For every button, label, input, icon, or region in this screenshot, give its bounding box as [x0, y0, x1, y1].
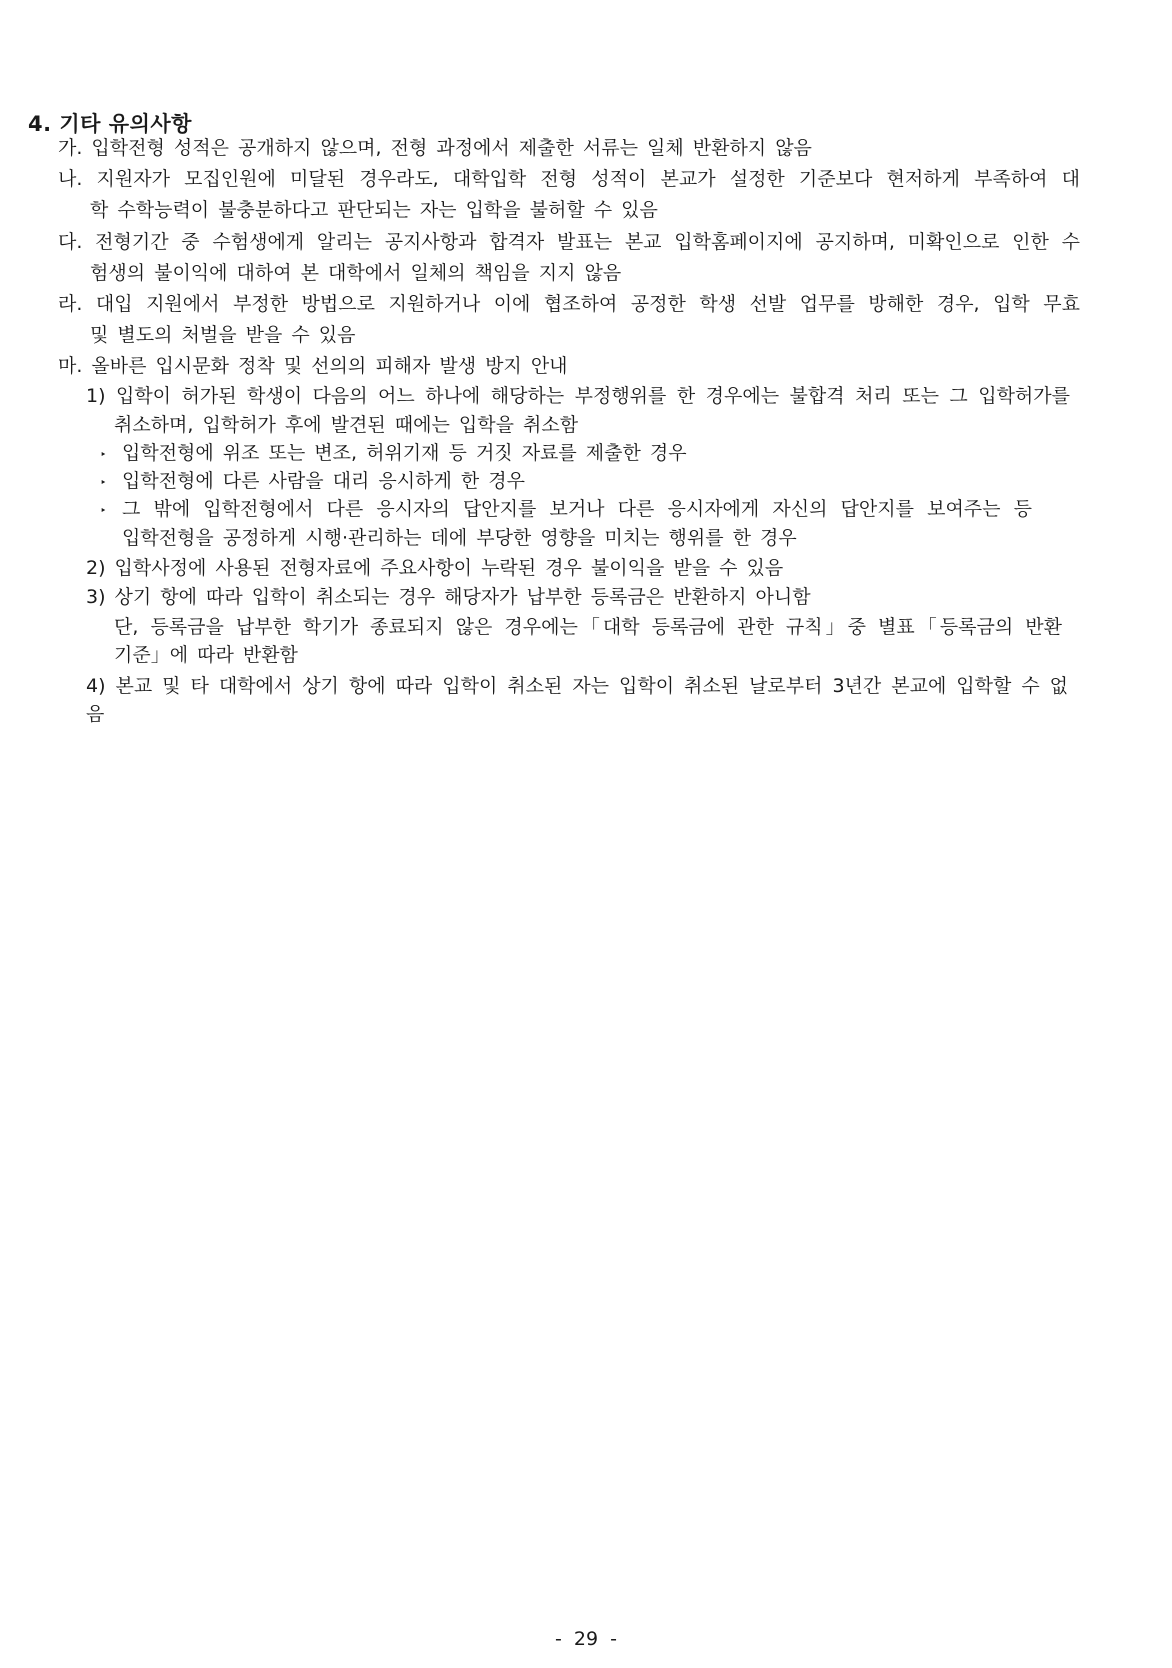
item-da-line-1: 다. 전형기간 중 수험생에게 알리는 공지사항과 합격자 발표는 본교 입학홈페이지에 공지하며, 미확인으로 인한 수 — [58, 231, 1080, 253]
bullet-item-3-line-2: 입학전형을 공정하게 시행·관리하는 데에 부당한 영향을 미치는 행위를 한 경우 — [122, 527, 797, 549]
sub-3-line-3: 기준」에 따라 반환함 — [114, 644, 298, 666]
item-ra-line-1: 라. 대입 지원에서 부정한 방법으로 지원하거나 이에 협조하여 공정한 학생 선발 업무를 방해한 경우, 입학 무효 — [58, 293, 1080, 315]
bullet-item-2: 입학전형에 다른 사람을 대리 응시하게 한 경우 — [122, 470, 525, 492]
section-title: 4. 기타 유의사항 — [28, 112, 192, 136]
sub-4: 4) 본교 및 타 대학에서 상기 항에 따라 입학이 취소된 자는 입학이 취소된 날로부터 3년간 본교에 입학할 수 없음 — [86, 675, 1068, 725]
sub-3-line-2: 단, 등록금을 납부한 학기가 종료되지 않은 경우에는「대학 등록금에 관한 규칙」중 별표「등록금의 반환 — [114, 616, 1062, 638]
item-ma: 마. 올바른 입시문화 정착 및 선의의 피해자 발생 방지 안내 — [58, 355, 568, 377]
item-na-line-1: 나. 지원자가 모집인원에 미달된 경우라도, 대학입학 전형 성적이 본교가 설정한 기준보다 현저하게 부족하여 대 — [58, 168, 1080, 190]
bullet-marker-3: ‣ — [100, 504, 107, 517]
bullet-marker-2: ‣ — [100, 476, 107, 489]
item-na-line-2: 학 수학능력이 불충분하다고 판단되는 자는 입학을 불허할 수 있음 — [90, 199, 658, 221]
item-ga: 가. 입학전형 성적은 공개하지 않으며, 전형 과정에서 제출한 서류는 일체 반환하지 않음 — [58, 137, 812, 159]
bullet-item-1: 입학전형에 위조 또는 변조, 허위기재 등 거짓 자료를 제출한 경우 — [122, 442, 687, 464]
sub-3-line-1: 3) 상기 항에 따라 입학이 취소되는 경우 해당자가 납부한 등록금은 반환하지 아니함 — [86, 586, 811, 608]
bullet-item-3-line-1: 그 밖에 입학전형에서 다른 응시자의 답안지를 보거나 다른 응시자에게 자신의 답안지를 보여주는 등 — [122, 498, 1032, 520]
page-number: - 29 - — [555, 1628, 617, 1650]
sub-1-line-2: 취소하며, 입학허가 후에 발견된 때에는 입학을 취소함 — [114, 414, 579, 436]
item-ra-line-2: 및 별도의 처벌을 받을 수 있음 — [90, 324, 356, 346]
sub-2: 2) 입학사정에 사용된 전형자료에 주요사항이 누락된 경우 불이익을 받을 수 있음 — [86, 557, 784, 579]
item-da-line-2: 험생의 불이익에 대하여 본 대학에서 일체의 책임을 지지 않음 — [90, 262, 622, 284]
bullet-marker-1: ‣ — [100, 448, 107, 461]
sub-1-line-1: 1) 입학이 허가된 학생이 다음의 어느 하나에 해당하는 부정행위를 한 경우에는 불합격 처리 또는 그 입학허가를 — [86, 385, 1070, 407]
